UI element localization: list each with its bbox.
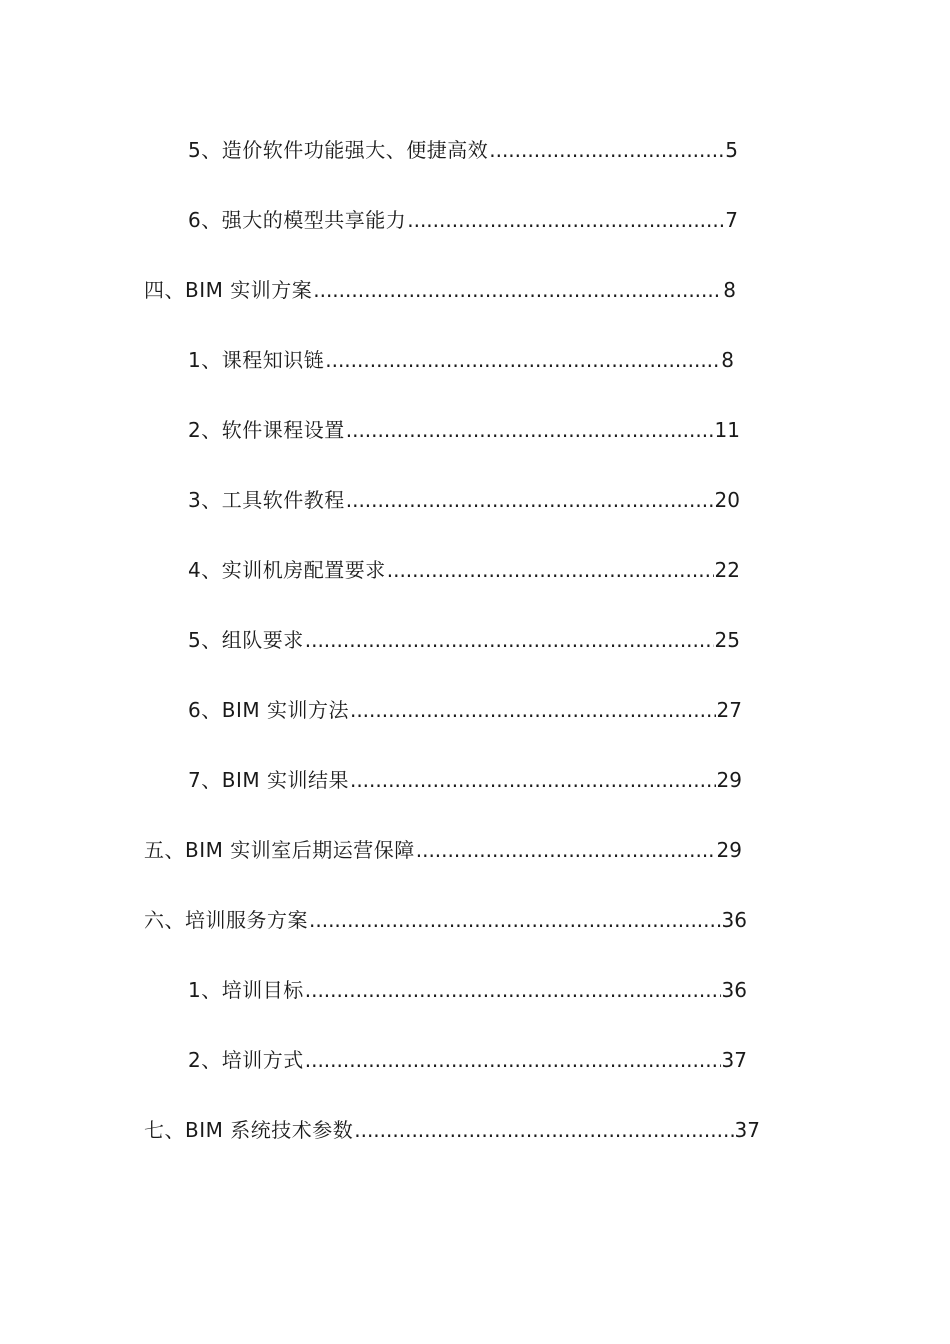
toc-entry-label: 5、组队要求 xyxy=(188,628,304,652)
toc-entry-label: 七、BIM 系统技术参数 xyxy=(144,1118,354,1142)
toc-page-number: 20 xyxy=(714,488,740,512)
toc-dot-leader xyxy=(305,975,721,1005)
toc-entry[interactable] xyxy=(188,975,747,1005)
toc-dot-leader xyxy=(407,205,724,235)
toc-entry[interactable] xyxy=(188,205,738,235)
toc-entry[interactable] xyxy=(188,135,738,165)
toc-page-number: 37 xyxy=(734,1118,760,1142)
toc-dot-leader xyxy=(309,905,721,935)
toc-entry[interactable] xyxy=(188,625,740,655)
toc-dot-leader xyxy=(354,1115,733,1145)
toc-entry[interactable] xyxy=(144,275,736,305)
toc-entry-label: 1、培训目标 xyxy=(188,978,304,1002)
toc-page-number: 7 xyxy=(725,208,738,232)
toc-entry-label: 7、BIM 实训结果 xyxy=(188,768,349,792)
toc-entry-label: 六、培训服务方案 xyxy=(144,908,308,932)
toc-entry-label: 6、强大的模型共享能力 xyxy=(188,208,407,232)
toc-page-number: 8 xyxy=(721,348,734,372)
toc-page-number: 22 xyxy=(714,558,740,582)
toc-entry[interactable] xyxy=(188,485,740,515)
toc-page-number: 36 xyxy=(721,978,747,1002)
toc-entry[interactable] xyxy=(144,905,747,935)
toc-entry-label: 2、软件课程设置 xyxy=(188,418,345,442)
toc-page-number: 11 xyxy=(714,418,740,442)
toc-entry-label: 4、实训机房配置要求 xyxy=(188,558,386,582)
toc-page-number: 5 xyxy=(725,138,738,162)
toc-entry-label: 1、课程知识链 xyxy=(188,348,325,372)
toc-dot-leader xyxy=(489,135,724,165)
toc-dot-leader xyxy=(387,555,714,585)
toc-entry[interactable] xyxy=(144,835,742,865)
toc-entry-label: 2、培训方式 xyxy=(188,1048,304,1072)
toc-entry[interactable] xyxy=(188,1045,747,1075)
toc-entry-label: 6、BIM 实训方法 xyxy=(188,698,349,722)
toc-page-number: 8 xyxy=(723,278,736,302)
toc-entry[interactable] xyxy=(188,695,742,725)
toc-entry[interactable] xyxy=(144,1115,760,1145)
toc-entry-label: 五、BIM 实训室后期运营保障 xyxy=(144,838,415,862)
toc-dot-leader xyxy=(313,275,722,305)
toc-dot-leader xyxy=(350,695,716,725)
toc-dot-leader xyxy=(305,1045,721,1075)
toc-page-number: 25 xyxy=(714,628,740,652)
toc-entry-label: 四、BIM 实训方案 xyxy=(144,278,313,302)
toc-dot-leader xyxy=(346,485,714,515)
toc-entry[interactable] xyxy=(188,345,734,375)
toc-dot-leader xyxy=(325,345,720,375)
toc-dot-leader xyxy=(350,765,716,795)
toc-entry-label: 5、造价软件功能强大、便捷高效 xyxy=(188,138,489,162)
toc-page-number: 36 xyxy=(721,908,747,932)
toc-entry[interactable] xyxy=(188,415,740,445)
toc-page-number: 29 xyxy=(716,838,742,862)
toc-entry[interactable] xyxy=(188,555,740,585)
toc-dot-leader xyxy=(416,835,716,865)
toc-page-number: 37 xyxy=(721,1048,747,1072)
toc-page-number: 29 xyxy=(716,768,742,792)
toc-entry[interactable] xyxy=(188,765,742,795)
toc-page-number: 27 xyxy=(716,698,742,722)
toc-entry-label: 3、工具软件教程 xyxy=(188,488,345,512)
toc-dot-leader xyxy=(305,625,714,655)
toc-dot-leader xyxy=(346,415,714,445)
